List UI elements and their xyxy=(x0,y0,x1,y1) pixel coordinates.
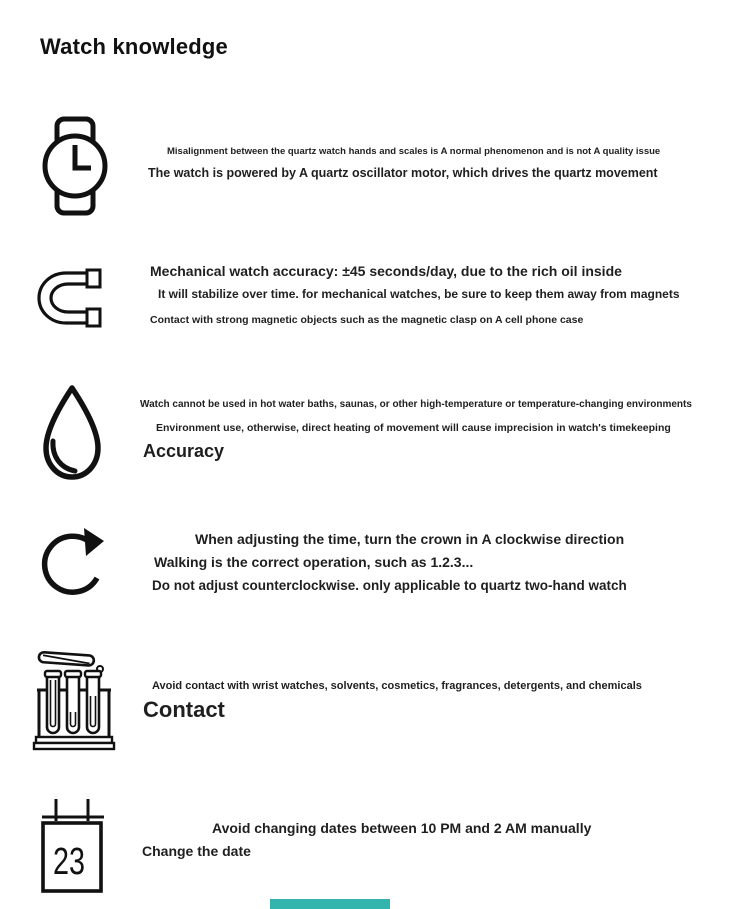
calendar-icon xyxy=(41,797,105,895)
drop-note-environment: Environment use, otherwise, direct heating of movement will cause imprecision in watch's timekeeping xyxy=(156,422,671,434)
watch-icon xyxy=(42,116,108,216)
crown-note-clockwise: When adjusting the time, turn the crown in A clockwise direction xyxy=(195,531,625,547)
water-drop-icon xyxy=(38,384,106,484)
bottom-accent-bar xyxy=(270,899,390,909)
crown-note-counterclockwise: Do not adjust counterclockwise. only applicable to quartz two-hand watch xyxy=(152,578,627,593)
magnet-note-contact: Contact with strong magnetic objects such as the magnetic clasp on A cell phone case xyxy=(150,314,584,326)
drop-note-hot-water: Watch cannot be used in hot water baths, saunas, or other high-temperature or temperature-changing environments xyxy=(140,399,692,410)
clockwise-arrow-icon xyxy=(40,526,104,602)
test-tubes-icon xyxy=(34,644,114,750)
date-note-avoid: Avoid changing dates between 10 PM and 2 AM manually xyxy=(212,820,592,836)
crown-note-walking: Walking is the correct operation, such as 1.2.3... xyxy=(154,554,474,570)
watch-note-main: The watch is powered by A quartz oscillator motor, which drives the quartz movement xyxy=(148,166,658,180)
calendar-day-number: 23 xyxy=(53,841,85,883)
date-heading-change: Change the date xyxy=(142,843,251,859)
magnet-icon xyxy=(36,266,106,330)
chemicals-note: Avoid contact with wrist watches, solvents, cosmetics, fragrances, detergents, and chemicals xyxy=(152,680,642,692)
chemicals-heading-contact: Contact xyxy=(143,697,225,722)
watch-note-small: Misalignment between the quartz watch hands and scales is A normal phenomenon and is not A quality issue xyxy=(167,146,661,157)
magnet-note-accuracy: Mechanical watch accuracy: ±45 seconds/day, due to the rich oil inside xyxy=(150,263,622,279)
drop-heading-accuracy: Accuracy xyxy=(143,441,225,461)
page-title: Watch knowledge xyxy=(40,34,228,59)
magnet-note-stabilize: It will stabilize over time. for mechanical watches, be sure to keep them away from magnets xyxy=(158,287,680,301)
